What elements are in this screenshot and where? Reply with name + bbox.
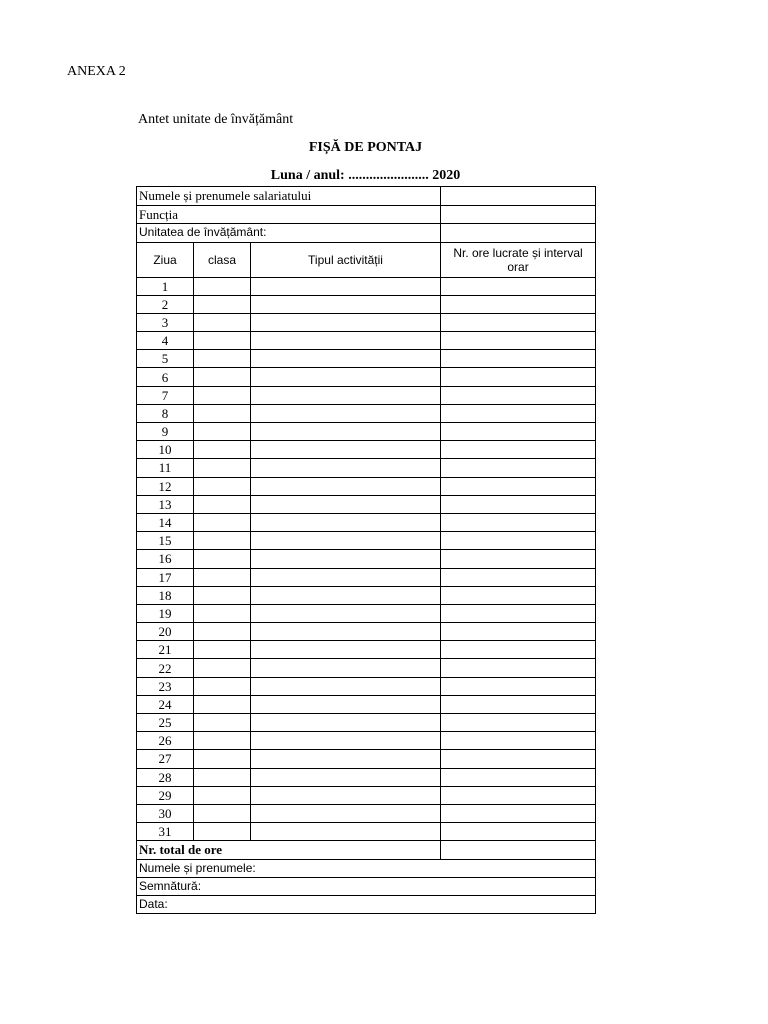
activity-cell[interactable] bbox=[251, 404, 441, 422]
day-cell: 26 bbox=[137, 732, 194, 750]
hours-cell[interactable] bbox=[441, 568, 596, 586]
hours-cell[interactable] bbox=[441, 768, 596, 786]
class-cell[interactable] bbox=[194, 532, 251, 550]
annex-label: ANEXA 2 bbox=[67, 64, 126, 79]
day-cell: 4 bbox=[137, 332, 194, 350]
hours-cell[interactable] bbox=[441, 550, 596, 568]
day-cell: 27 bbox=[137, 750, 194, 768]
table-row bbox=[137, 332, 596, 350]
hours-cell[interactable] bbox=[441, 368, 596, 386]
hours-cell[interactable] bbox=[441, 495, 596, 513]
class-cell[interactable] bbox=[194, 623, 251, 641]
activity-cell[interactable] bbox=[251, 659, 441, 677]
hours-cell[interactable] bbox=[441, 386, 596, 404]
document-title: FIȘĂ DE PONTAJ bbox=[308, 140, 423, 155]
activity-cell[interactable] bbox=[251, 350, 441, 368]
activity-cell[interactable] bbox=[251, 695, 441, 713]
activity-cell[interactable] bbox=[251, 623, 441, 641]
total-hours-label: Nr. total de ore bbox=[137, 841, 441, 859]
class-cell[interactable] bbox=[194, 714, 251, 732]
hours-cell[interactable] bbox=[441, 823, 596, 841]
activity-cell[interactable] bbox=[251, 677, 441, 695]
day-cell: 7 bbox=[137, 386, 194, 404]
hours-cell[interactable] bbox=[441, 532, 596, 550]
table-row bbox=[137, 368, 596, 386]
table-row bbox=[137, 459, 596, 477]
activity-cell[interactable] bbox=[251, 568, 441, 586]
day-cell: 31 bbox=[137, 823, 194, 841]
class-cell[interactable] bbox=[194, 277, 251, 295]
hours-cell[interactable] bbox=[441, 477, 596, 495]
day-cell: 2 bbox=[137, 295, 194, 313]
table-row bbox=[137, 423, 596, 441]
hours-cell[interactable] bbox=[441, 277, 596, 295]
activity-cell[interactable] bbox=[251, 386, 441, 404]
table-row bbox=[137, 295, 596, 313]
activity-cell[interactable] bbox=[251, 750, 441, 768]
timesheet-table bbox=[136, 186, 596, 914]
table-row bbox=[137, 659, 596, 677]
table-row bbox=[137, 750, 596, 768]
class-cell[interactable] bbox=[194, 768, 251, 786]
day-cell: 6 bbox=[137, 368, 194, 386]
day-cell: 20 bbox=[137, 623, 194, 641]
day-cell: 19 bbox=[137, 604, 194, 622]
activity-cell[interactable] bbox=[251, 495, 441, 513]
signer-name-row bbox=[137, 859, 596, 877]
day-cell: 23 bbox=[137, 677, 194, 695]
activity-cell[interactable] bbox=[251, 550, 441, 568]
class-cell[interactable] bbox=[194, 568, 251, 586]
activity-cell[interactable] bbox=[251, 368, 441, 386]
table-row bbox=[137, 823, 596, 841]
table-row bbox=[137, 586, 596, 604]
day-cell: 14 bbox=[137, 513, 194, 531]
day-cell: 28 bbox=[137, 768, 194, 786]
activity-cell[interactable] bbox=[251, 277, 441, 295]
hours-cell[interactable] bbox=[441, 423, 596, 441]
activity-cell[interactable] bbox=[251, 441, 441, 459]
school-unit-value[interactable] bbox=[441, 224, 596, 243]
table-row bbox=[137, 313, 596, 331]
day-cell: 22 bbox=[137, 659, 194, 677]
hours-cell[interactable] bbox=[441, 714, 596, 732]
class-cell[interactable] bbox=[194, 732, 251, 750]
activity-cell[interactable] bbox=[251, 513, 441, 531]
hours-cell[interactable] bbox=[441, 295, 596, 313]
table-row bbox=[137, 786, 596, 804]
class-cell[interactable] bbox=[194, 695, 251, 713]
day-cell: 29 bbox=[137, 786, 194, 804]
table-row bbox=[137, 568, 596, 586]
class-cell[interactable] bbox=[194, 495, 251, 513]
column-header-row bbox=[137, 242, 596, 277]
class-cell[interactable] bbox=[194, 295, 251, 313]
hours-cell[interactable] bbox=[441, 604, 596, 622]
activity-cell[interactable] bbox=[251, 768, 441, 786]
day-cell: 18 bbox=[137, 586, 194, 604]
class-cell[interactable] bbox=[194, 586, 251, 604]
table-row bbox=[137, 513, 596, 531]
table-row bbox=[137, 532, 596, 550]
table-row bbox=[137, 477, 596, 495]
class-cell[interactable] bbox=[194, 659, 251, 677]
table-row bbox=[137, 404, 596, 422]
hours-cell[interactable] bbox=[441, 513, 596, 531]
class-cell[interactable] bbox=[194, 804, 251, 822]
activity-cell[interactable] bbox=[251, 532, 441, 550]
activity-cell[interactable] bbox=[251, 313, 441, 331]
class-cell[interactable] bbox=[194, 604, 251, 622]
month-year-line: Luna / anul: ....................... 2020 bbox=[270, 168, 461, 183]
day-cell: 13 bbox=[137, 495, 194, 513]
school-unit-row bbox=[137, 224, 596, 243]
hours-cell[interactable] bbox=[441, 804, 596, 822]
hours-cell[interactable] bbox=[441, 404, 596, 422]
class-cell[interactable] bbox=[194, 441, 251, 459]
hours-cell[interactable] bbox=[441, 641, 596, 659]
school-unit-label: Unitatea de învățământ: bbox=[137, 224, 441, 243]
activity-cell[interactable] bbox=[251, 786, 441, 804]
column-header-class: clasa bbox=[194, 242, 251, 277]
day-cell: 16 bbox=[137, 550, 194, 568]
class-cell[interactable] bbox=[194, 459, 251, 477]
day-cell: 3 bbox=[137, 313, 194, 331]
activity-cell[interactable] bbox=[251, 804, 441, 822]
class-cell[interactable] bbox=[194, 313, 251, 331]
table-row bbox=[137, 641, 596, 659]
class-cell[interactable] bbox=[194, 750, 251, 768]
table-row bbox=[137, 441, 596, 459]
table-row bbox=[137, 277, 596, 295]
signature-label[interactable]: Semnătură: bbox=[137, 877, 596, 895]
hours-cell[interactable] bbox=[441, 350, 596, 368]
employee-name-row bbox=[137, 187, 596, 206]
function-label: Funcția bbox=[137, 205, 441, 224]
signer-name-label[interactable]: Numele și prenumele: bbox=[137, 859, 596, 877]
total-hours-value[interactable] bbox=[441, 841, 596, 859]
class-cell[interactable] bbox=[194, 423, 251, 441]
activity-cell[interactable] bbox=[251, 477, 441, 495]
hours-cell[interactable] bbox=[441, 659, 596, 677]
day-cell: 24 bbox=[137, 695, 194, 713]
day-cell: 17 bbox=[137, 568, 194, 586]
signature-row bbox=[137, 877, 596, 895]
column-header-day: Ziua bbox=[137, 242, 194, 277]
hours-cell[interactable] bbox=[441, 677, 596, 695]
class-cell[interactable] bbox=[194, 786, 251, 804]
employee-name-label: Numele și prenumele salariatului bbox=[137, 187, 441, 206]
column-header-activity: Tipul activității bbox=[251, 242, 441, 277]
employee-name-value[interactable] bbox=[441, 187, 596, 206]
day-cell: 11 bbox=[137, 459, 194, 477]
column-header-hours: Nr. ore lucrate și interval orar bbox=[441, 242, 596, 277]
day-cell: 21 bbox=[137, 641, 194, 659]
day-cell: 5 bbox=[137, 350, 194, 368]
table-row bbox=[137, 804, 596, 822]
activity-cell[interactable] bbox=[251, 604, 441, 622]
activity-cell[interactable] bbox=[251, 332, 441, 350]
day-cell: 10 bbox=[137, 441, 194, 459]
class-cell[interactable] bbox=[194, 823, 251, 841]
unit-header: Antet unitate de învățământ bbox=[138, 112, 294, 127]
function-row bbox=[137, 205, 596, 224]
class-cell[interactable] bbox=[194, 368, 251, 386]
hours-cell[interactable] bbox=[441, 313, 596, 331]
activity-cell[interactable] bbox=[251, 714, 441, 732]
activity-cell[interactable] bbox=[251, 823, 441, 841]
day-cell: 25 bbox=[137, 714, 194, 732]
table-row bbox=[137, 714, 596, 732]
table-row bbox=[137, 495, 596, 513]
class-cell[interactable] bbox=[194, 350, 251, 368]
day-cell: 12 bbox=[137, 477, 194, 495]
hours-cell[interactable] bbox=[441, 786, 596, 804]
activity-cell[interactable] bbox=[251, 423, 441, 441]
hours-cell[interactable] bbox=[441, 623, 596, 641]
activity-cell[interactable] bbox=[251, 586, 441, 604]
hours-cell[interactable] bbox=[441, 750, 596, 768]
day-cell: 8 bbox=[137, 404, 194, 422]
class-cell[interactable] bbox=[194, 332, 251, 350]
day-cell: 9 bbox=[137, 423, 194, 441]
class-cell[interactable] bbox=[194, 550, 251, 568]
function-value[interactable] bbox=[441, 205, 596, 224]
table-row bbox=[137, 604, 596, 622]
table-row bbox=[137, 768, 596, 786]
date-label[interactable]: Data: bbox=[137, 895, 596, 913]
activity-cell[interactable] bbox=[251, 459, 441, 477]
hours-cell[interactable] bbox=[441, 441, 596, 459]
table-row bbox=[137, 623, 596, 641]
hours-cell[interactable] bbox=[441, 586, 596, 604]
day-cell: 1 bbox=[137, 277, 194, 295]
total-hours-row bbox=[137, 841, 596, 859]
activity-cell[interactable] bbox=[251, 732, 441, 750]
hours-cell[interactable] bbox=[441, 695, 596, 713]
hours-cell[interactable] bbox=[441, 332, 596, 350]
activity-cell[interactable] bbox=[251, 641, 441, 659]
hours-cell[interactable] bbox=[441, 732, 596, 750]
table-row bbox=[137, 386, 596, 404]
table-row bbox=[137, 732, 596, 750]
hours-cell[interactable] bbox=[441, 459, 596, 477]
activity-cell[interactable] bbox=[251, 295, 441, 313]
class-cell[interactable] bbox=[194, 677, 251, 695]
day-cell: 30 bbox=[137, 804, 194, 822]
table-row bbox=[137, 695, 596, 713]
table-row bbox=[137, 677, 596, 695]
table-row bbox=[137, 550, 596, 568]
class-cell[interactable] bbox=[194, 513, 251, 531]
table-row bbox=[137, 350, 596, 368]
date-row bbox=[137, 895, 596, 913]
class-cell[interactable] bbox=[194, 404, 251, 422]
class-cell[interactable] bbox=[194, 386, 251, 404]
class-cell[interactable] bbox=[194, 641, 251, 659]
day-cell: 15 bbox=[137, 532, 194, 550]
class-cell[interactable] bbox=[194, 477, 251, 495]
